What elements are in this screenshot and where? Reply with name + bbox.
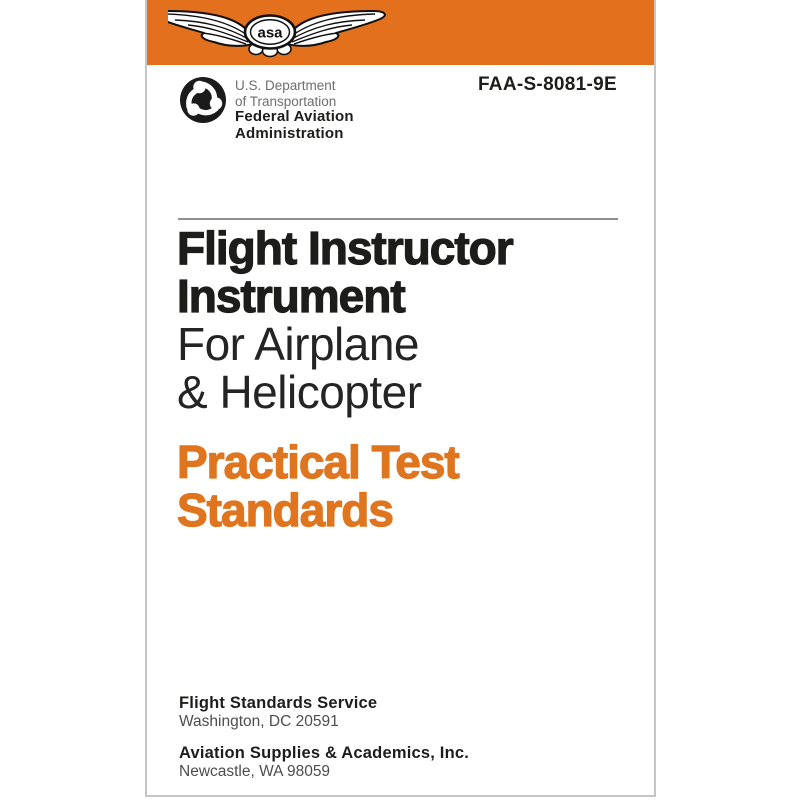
title-divider-rule — [178, 218, 618, 220]
document-number: FAA-S-8081-9E — [477, 74, 617, 95]
asa-wings-icon — [168, 8, 392, 58]
book-cover — [145, 0, 656, 797]
org2-name: Aviation Supplies & Academics, Inc. — [179, 744, 470, 762]
agency-dept-line-1: U.S. Department — [235, 78, 336, 93]
agency-text — [235, 76, 354, 142]
wing-right — [285, 11, 385, 46]
subtitle-line-2: & Helicopter — [177, 366, 422, 418]
agency-name-line-1: Federal Aviation — [235, 108, 354, 125]
org2-address: Newcastle, WA 98059 — [179, 763, 331, 780]
wing-left — [168, 11, 255, 46]
agency-block — [179, 76, 354, 142]
publisher-block — [179, 694, 469, 781]
us-dot-logo-icon — [179, 76, 227, 124]
title-line-1: Flight Instructor — [177, 222, 513, 274]
agency-dept-line-2: of Transportation — [235, 93, 337, 109]
header-band — [147, 0, 654, 65]
series-line-2: Standards — [177, 484, 393, 536]
spacer — [179, 731, 469, 744]
series-line-1: Practical Test — [177, 436, 459, 488]
title-block — [177, 224, 637, 534]
title-line-2: Instrument — [177, 270, 405, 322]
org1-name: Flight Standards Service — [179, 694, 378, 712]
agency-name-line-2: Administration — [235, 124, 344, 142]
subtitle-line-1: For Airplane — [177, 318, 420, 370]
spacer — [177, 416, 637, 438]
asa-logo-text: asa — [257, 24, 283, 42]
org1-address: Washington, DC 20591 — [179, 713, 339, 730]
